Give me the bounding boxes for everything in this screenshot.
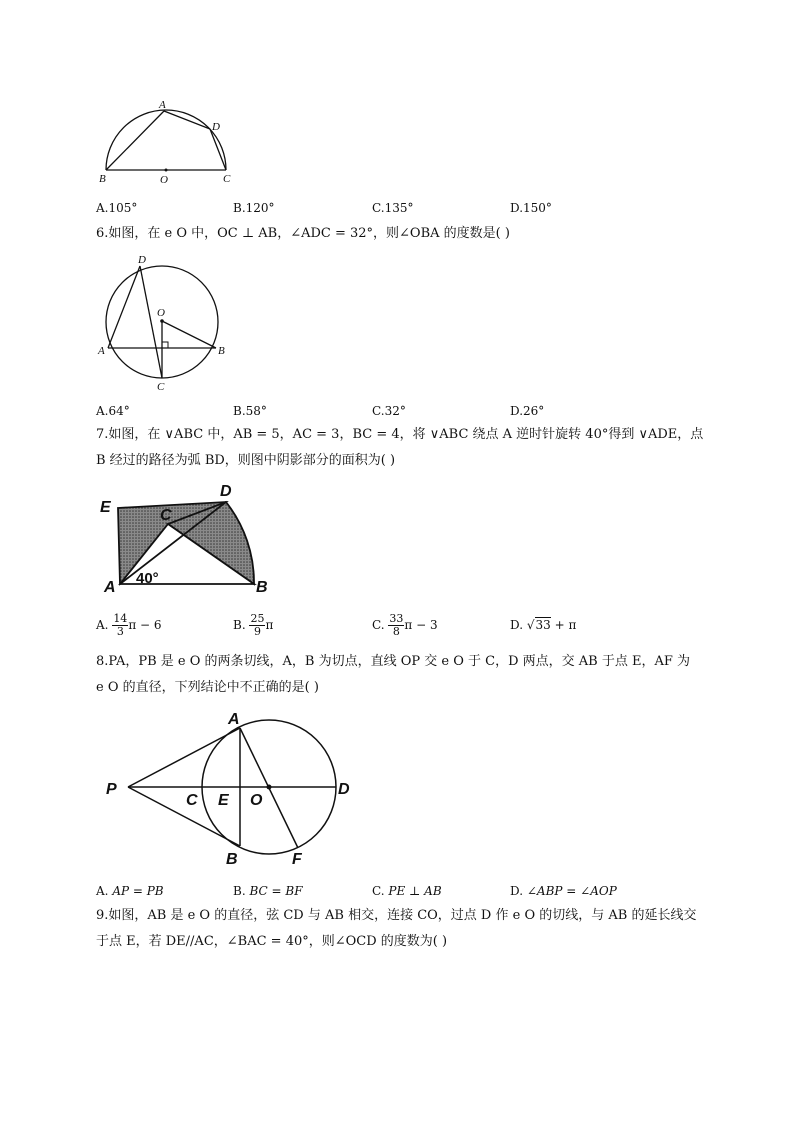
option-letter: D. bbox=[510, 404, 524, 418]
option-letter: A. bbox=[96, 618, 109, 632]
q6-segment-ob bbox=[162, 321, 216, 348]
q5-figure bbox=[96, 96, 246, 188]
q5-option-c bbox=[372, 196, 413, 220]
q8-option-b bbox=[233, 879, 303, 903]
q5-semicircle-arc bbox=[106, 110, 226, 170]
option-tail: π − 6 bbox=[128, 618, 162, 632]
sqrt-sign: √ bbox=[526, 618, 535, 632]
option-letter: B. bbox=[233, 201, 246, 215]
q6-figure bbox=[96, 250, 236, 396]
option-text: 26° bbox=[523, 404, 545, 418]
q5-label-b: B bbox=[99, 173, 106, 185]
option-letter: A. bbox=[96, 404, 109, 418]
q6-label-o: O bbox=[157, 307, 165, 319]
q6-chord-da bbox=[108, 266, 140, 348]
q8-label-o: O bbox=[250, 792, 263, 809]
q5-label-c: C bbox=[223, 173, 231, 185]
q7-option-a bbox=[96, 608, 162, 642]
q8-stem-line1: 8.PA，PB 是 e O 的两条切线，A，B 为切点，直线 OP 交 e O 于 C，D 两点，交 AB 于点 E，AF 为 bbox=[96, 654, 691, 669]
q7-label-a: A bbox=[104, 579, 116, 596]
q5-label-o: O bbox=[160, 174, 168, 186]
q7-figure bbox=[96, 480, 286, 598]
option-letter: B. bbox=[233, 618, 246, 632]
q7-label-c: C bbox=[160, 507, 172, 524]
option-text: PE ⊥ AB bbox=[388, 884, 442, 898]
q8-stem-line2: e O 的直径，下列结论中不正确的是( ) bbox=[96, 680, 319, 695]
option-letter: C. bbox=[372, 404, 385, 418]
option-letter: B. bbox=[233, 884, 246, 898]
q8-label-e: E bbox=[218, 792, 229, 809]
option-letter: C. bbox=[372, 618, 385, 632]
fraction-denominator: 3 bbox=[116, 625, 124, 638]
q6-center-dot bbox=[160, 319, 164, 323]
fraction-numerator: 25 bbox=[250, 612, 265, 625]
q5-chord-ba bbox=[106, 111, 164, 170]
option-text: AP = PB bbox=[112, 884, 164, 898]
fraction-numerator: 33 bbox=[389, 612, 404, 625]
fraction-numerator: 14 bbox=[113, 612, 128, 625]
q6-right-angle-mark bbox=[162, 342, 168, 348]
q6-label-c: C bbox=[157, 381, 165, 393]
option-letter: B. bbox=[233, 404, 246, 418]
q5-label-a: A bbox=[159, 99, 166, 111]
q9-stem-line2: 于点 E，若 DE//AC，∠BAC = 40°，则∠OCD 的度数为( ) bbox=[96, 934, 448, 949]
q8-figure bbox=[100, 706, 360, 870]
option-text: 64° bbox=[108, 404, 130, 418]
q6-option-b bbox=[233, 399, 267, 423]
option-tail: π − 3 bbox=[404, 618, 438, 632]
q7-option-a-fraction bbox=[112, 613, 128, 638]
q6-option-a bbox=[96, 399, 130, 423]
fraction-denominator: 9 bbox=[253, 625, 261, 638]
q7-label-e: E bbox=[100, 499, 111, 516]
q8-label-p: P bbox=[106, 781, 117, 798]
q8-label-b: B bbox=[226, 851, 238, 868]
q5-center-dot bbox=[165, 169, 168, 172]
option-text: 58° bbox=[245, 404, 267, 418]
q8-center-dot bbox=[267, 785, 272, 790]
radicand: 33 bbox=[535, 618, 551, 632]
q6-label-b: B bbox=[218, 345, 225, 357]
option-letter: D. bbox=[510, 201, 524, 215]
q6-stem: 6.如图，在 e O 中，OC ⊥ AB，∠ADC = 32°，则∠OBA 的度数是( ) bbox=[96, 226, 510, 241]
q6-option-d bbox=[510, 399, 544, 423]
option-text: 32° bbox=[384, 404, 406, 418]
q7-option-b-fraction bbox=[249, 613, 265, 638]
q6-option-c bbox=[372, 399, 406, 423]
q5-label-d: D bbox=[212, 121, 220, 133]
q5-option-b bbox=[233, 196, 275, 220]
q5-chord-dc bbox=[210, 129, 226, 170]
q6-label-a: A bbox=[98, 345, 105, 357]
q7-option-c bbox=[372, 608, 438, 642]
option-tail: + π bbox=[554, 618, 577, 632]
option-letter: C. bbox=[372, 201, 385, 215]
q5-option-d bbox=[510, 196, 552, 220]
q8-option-c bbox=[372, 879, 442, 903]
option-text: 135° bbox=[384, 201, 414, 215]
q7-option-c-fraction bbox=[388, 613, 404, 638]
option-letter: D. bbox=[510, 618, 524, 632]
q7-label-angle: 40° bbox=[136, 570, 159, 587]
option-text: BC = BF bbox=[249, 884, 303, 898]
option-letter: C. bbox=[372, 884, 385, 898]
q8-option-a bbox=[96, 879, 164, 903]
q7-stem-line1: 7.如图，在 ∨ABC 中，AB = 5，AC = 3，BC = 4，将 ∨ABC 绕点 A 逆时针旋转 40°得到 ∨ADE，点 bbox=[96, 427, 704, 442]
q7-option-b bbox=[233, 608, 273, 642]
option-tail: π bbox=[265, 618, 274, 632]
q8-label-f: F bbox=[292, 851, 302, 868]
q7-stem-line2: B 经过的路径为弧 BD，则图中阴影部分的面积为( ) bbox=[96, 453, 396, 468]
q8-option-d bbox=[510, 879, 617, 903]
q6-chord-dc bbox=[140, 266, 162, 378]
q5-option-a bbox=[96, 196, 137, 220]
option-letter: A. bbox=[96, 201, 109, 215]
fraction-denominator: 8 bbox=[392, 625, 400, 638]
q9-stem-line1: 9.如图，AB 是 e O 的直径，弦 CD 与 AB 相交，连接 CO，过点 D 作 e O 的切线，与 AB 的延长线交 bbox=[96, 908, 697, 923]
q8-tangent-pa bbox=[128, 728, 240, 787]
option-text: ∠ABP = ∠AOP bbox=[526, 884, 617, 898]
q7-label-b: B bbox=[256, 579, 268, 596]
option-text: 105° bbox=[108, 201, 138, 215]
q8-label-d: D bbox=[338, 781, 350, 798]
q7-label-d: D bbox=[220, 483, 232, 500]
q6-label-d: D bbox=[138, 254, 146, 266]
option-letter: A. bbox=[96, 884, 109, 898]
option-text: 150° bbox=[523, 201, 552, 215]
option-letter: D. bbox=[510, 884, 524, 898]
q8-label-c: C bbox=[186, 792, 198, 809]
q7-option-d bbox=[510, 608, 576, 642]
q8-label-a: A bbox=[228, 711, 240, 728]
option-text: 120° bbox=[245, 201, 275, 215]
